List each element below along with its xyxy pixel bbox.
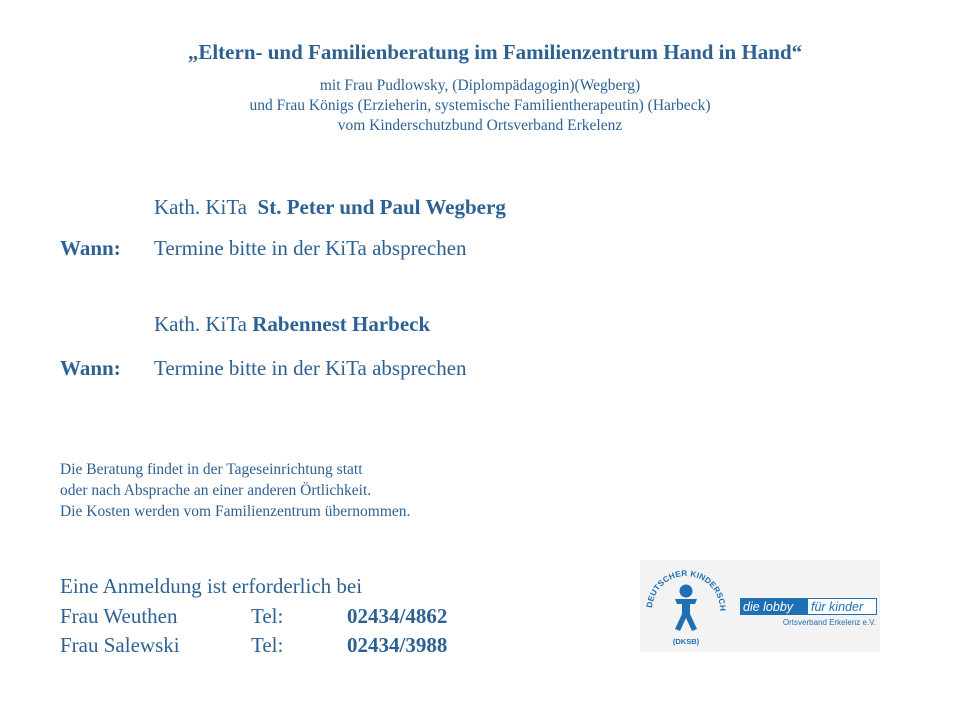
wann-label: Wann: bbox=[60, 236, 121, 260]
subtitle-block bbox=[0, 76, 960, 136]
location-name: St. Peter und Paul Wegberg bbox=[257, 195, 506, 219]
subtitle-line: vom Kinderschutzbund Ortsverband Erkelenz bbox=[337, 117, 623, 134]
contact-name: Frau Salewski bbox=[60, 633, 180, 657]
contact-tel-label: Tel: bbox=[251, 604, 284, 628]
dksb-logo bbox=[640, 560, 880, 652]
contact-phone-number: 02434/4862 bbox=[347, 604, 448, 628]
subtitle-line: mit Frau Pudlowsky, (Diplompädagogin)(Wegberg) bbox=[319, 77, 641, 94]
lobby-text-part1: die lobby bbox=[743, 600, 794, 614]
lobby-text-part2: für kinder bbox=[811, 600, 864, 614]
contact-tel-label: Tel: bbox=[251, 633, 284, 657]
info-line: Die Kosten werden vom Familienzentrum übernommen. bbox=[60, 503, 411, 520]
child-figure-icon bbox=[675, 585, 697, 632]
wann-text: Termine bitte in der KiTa absprechen bbox=[154, 356, 467, 380]
lobby-subtext: Ortsverband Erkelenz e.V. bbox=[782, 618, 876, 627]
subtitle-line: und Frau Königs (Erzieherin, systemische Familientherapeutin) (Harbeck) bbox=[249, 97, 711, 114]
wann-text: Termine bitte in der KiTa absprechen bbox=[154, 236, 467, 260]
contact-name: Frau Weuthen bbox=[60, 604, 178, 628]
registration-intro: Eine Anmeldung ist erforderlich bei bbox=[60, 574, 363, 598]
seal-abbreviation: (DKSB) bbox=[672, 637, 700, 646]
info-line: oder nach Absprache an einer anderen Örtlichkeit. bbox=[60, 482, 372, 499]
location-heading-wegberg bbox=[154, 195, 506, 220]
page-title: „Eltern- und Familienberatung im Familienzentrum Hand in Hand“ bbox=[187, 40, 803, 64]
info-line: Die Beratung findet in der Tageseinrichtung statt bbox=[60, 461, 363, 478]
seal-ring-text: DEUTSCHER KINDERSCH bbox=[644, 568, 728, 612]
location-prefix: Kath. KiTa bbox=[154, 312, 248, 336]
wann-label: Wann: bbox=[60, 356, 121, 380]
contact-phone-number: 02434/3988 bbox=[347, 633, 448, 657]
location-prefix: Kath. KiTa bbox=[154, 195, 248, 219]
location-name: Rabennest Harbeck bbox=[252, 312, 431, 336]
logo-area bbox=[640, 560, 880, 652]
info-paragraph bbox=[60, 459, 410, 522]
location-heading-harbeck bbox=[154, 312, 430, 337]
